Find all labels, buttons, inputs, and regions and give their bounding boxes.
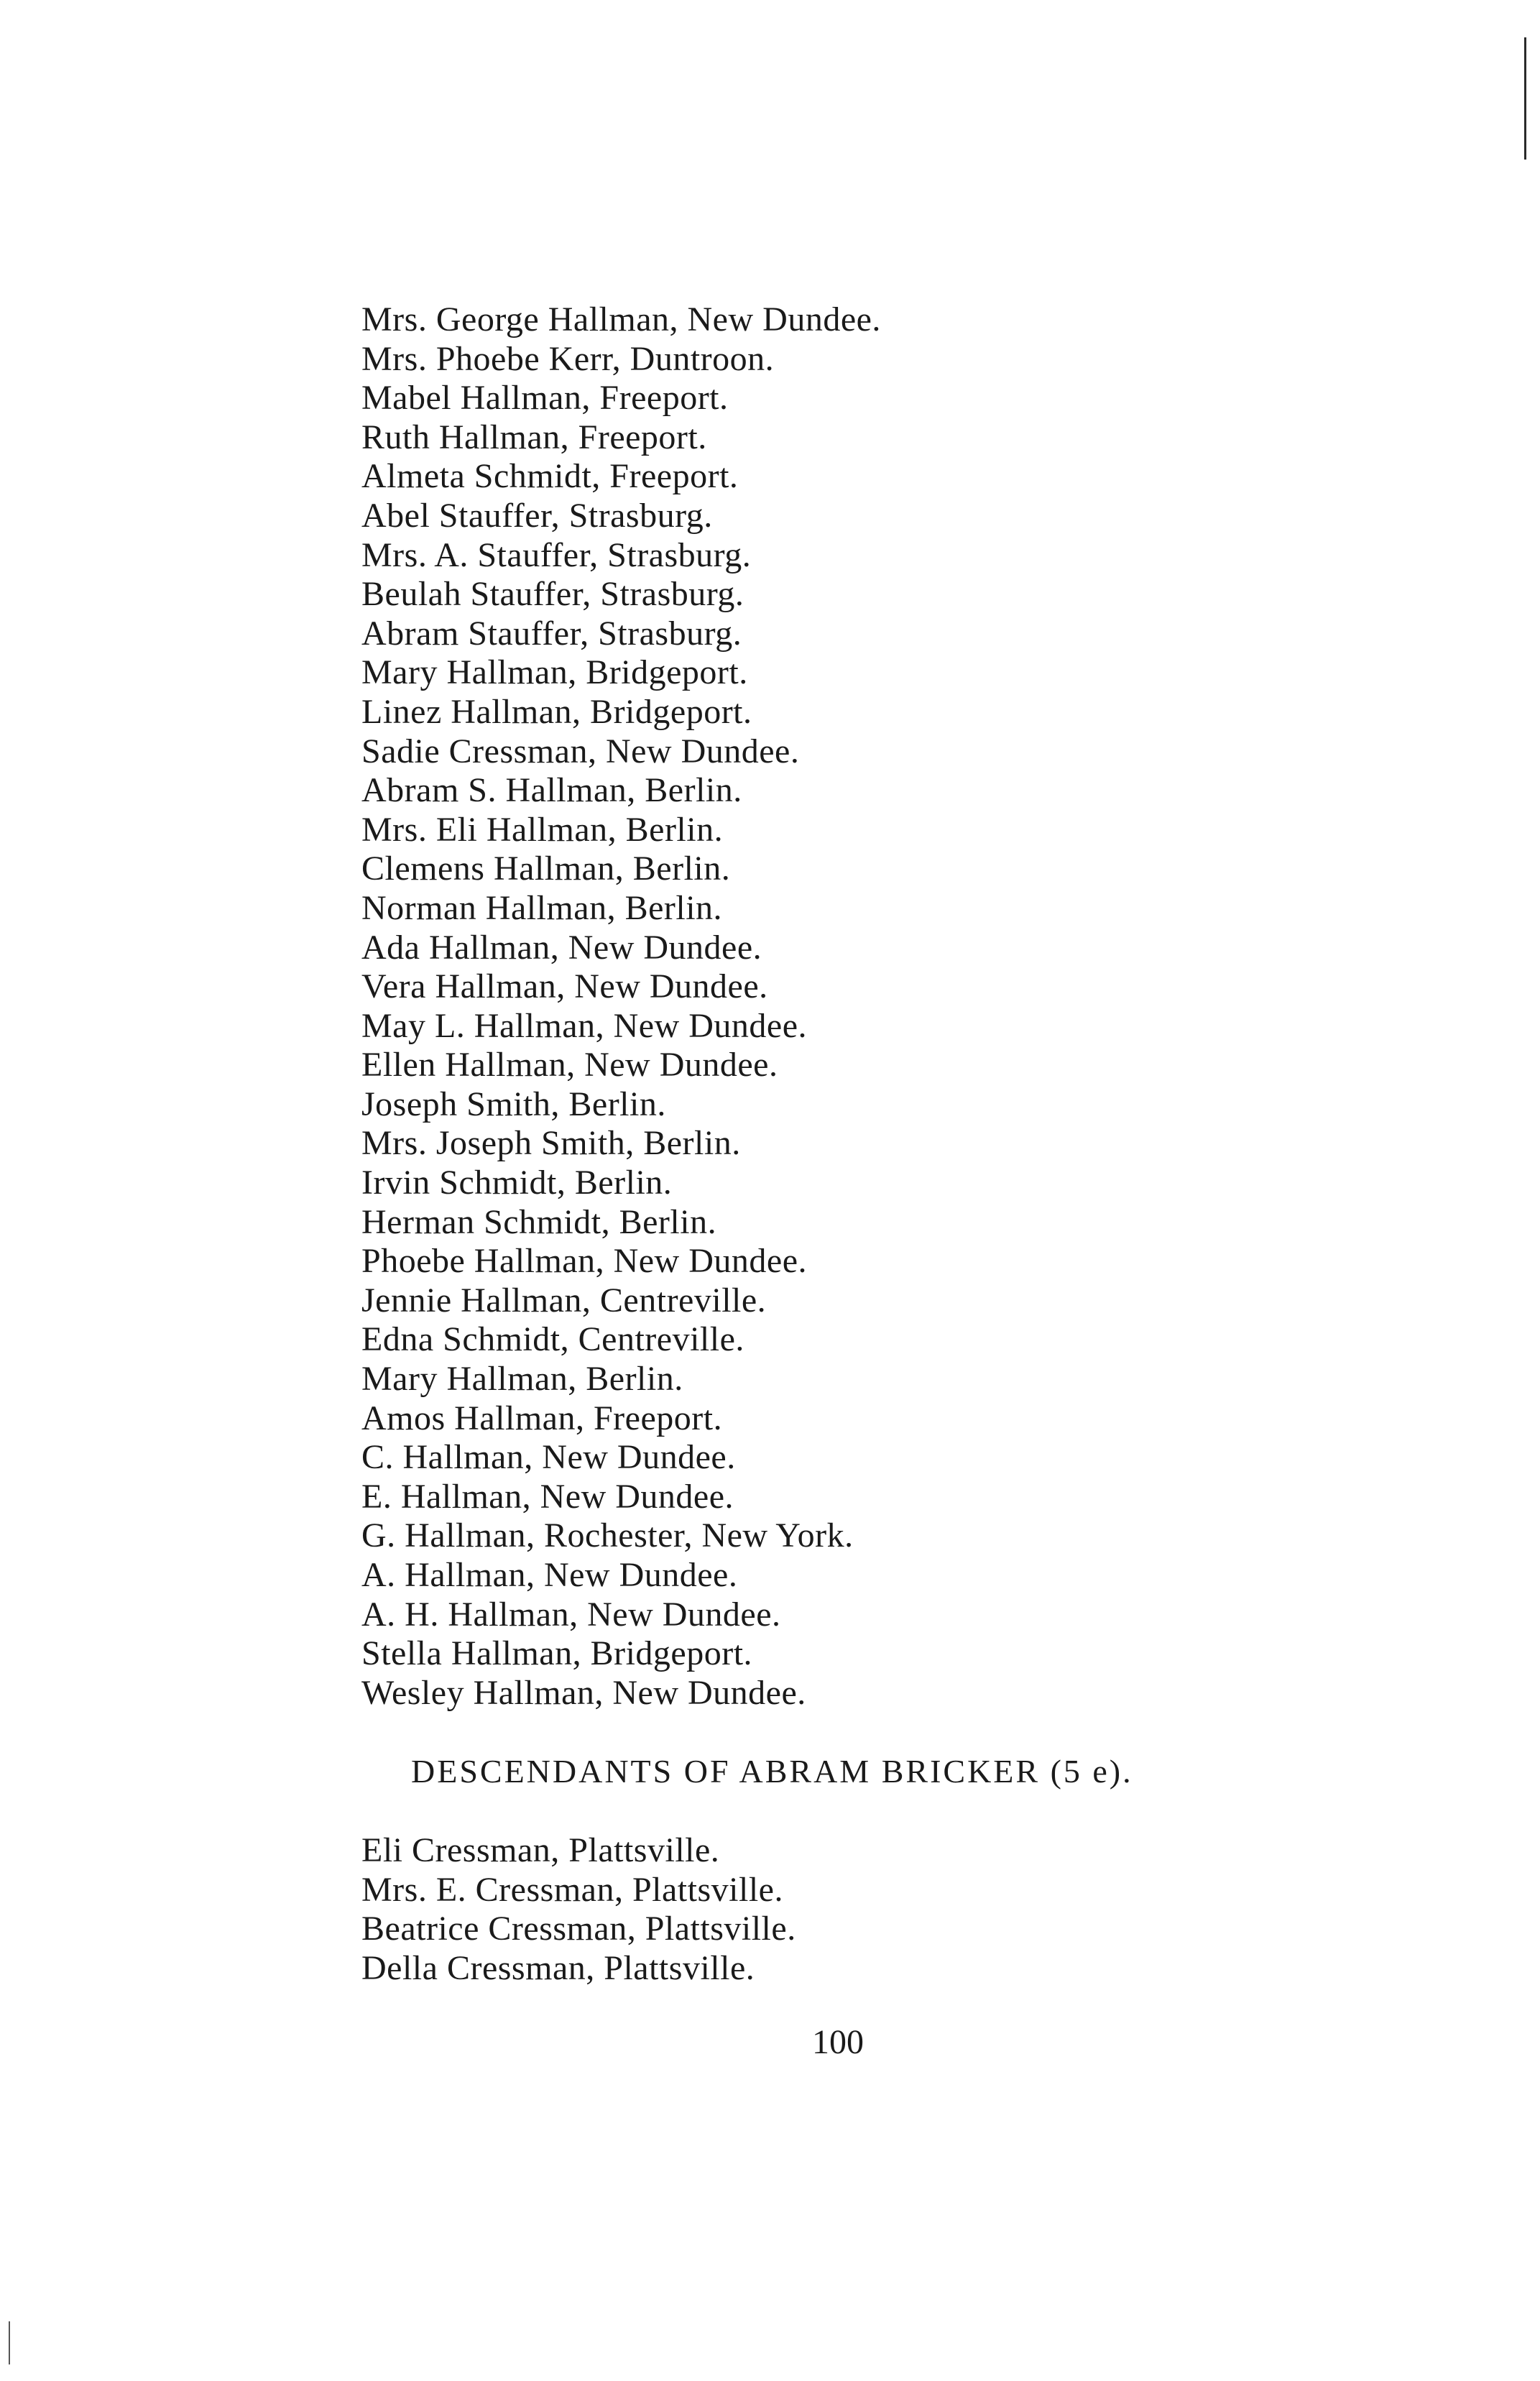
list-item: Vera Hallman, New Dundee. [361,967,768,1006]
list-item: Mrs. A. Stauffer, Strasburg. [361,535,752,574]
list-item: Mrs. George Hallman, New Dundee. [361,300,881,339]
list-item: Mabel Hallman, Freeport. [361,379,729,418]
list-item: Herman Schmidt, Berlin. [361,1202,717,1241]
list-item: Mrs. E. Cressman, Plattsville. [361,1870,783,1909]
list-item: Mrs. Eli Hallman, Berlin. [361,810,724,849]
list-item: Linez Hallman, Bridgeport. [361,692,752,731]
list-item: Ellen Hallman, New Dundee. [361,1046,778,1084]
list-item: C. Hallman, New Dundee. [361,1438,736,1477]
list-item: Eli Cressman, Plattsville. [361,1831,720,1869]
list-item: Mrs. Joseph Smith, Berlin. [361,1124,741,1163]
name-list [361,300,881,1713]
list-item: Norman Hallman, Berlin. [361,888,723,927]
list-item: Beatrice Cressman, Plattsville. [361,1910,796,1948]
list-item: Amos Hallman, Freeport. [361,1399,723,1437]
list-item: Mary Hallman, Berlin. [361,1360,683,1399]
list-item: Mrs. Phoebe Kerr, Duntroon. [361,339,775,378]
list-item: Mary Hallman, Bridgeport. [361,653,748,692]
scan-edge-mark [9,2321,10,2364]
list-item: Wesley Hallman, New Dundee. [361,1673,806,1712]
list-item: Abel Stauffer, Strasburg. [361,496,713,535]
list-item: May L. Hallman, New Dundee. [361,1006,807,1045]
list-item: Edna Schmidt, Centreville. [361,1320,744,1359]
section-heading: DESCENDANTS OF ABRAM BRICKER (5 e). [411,1753,1133,1790]
scan-edge-mark [1524,37,1526,160]
list-item: Sadie Cressman, New Dundee. [361,732,800,770]
list-item: G. Hallman, Rochester, New York. [361,1516,854,1555]
list-item: A. Hallman, New Dundee. [361,1556,738,1594]
list-item: Irvin Schmidt, Berlin. [361,1164,673,1202]
list-item: A. H. Hallman, New Dundee. [361,1595,781,1634]
list-item: Della Cressman, Plattsville. [361,1948,755,1987]
page-number: 100 [812,2023,864,2061]
list-item: Ruth Hallman, Freeport. [361,418,707,456]
list-item: Joseph Smith, Berlin. [361,1084,666,1123]
list-item: Abram S. Hallman, Berlin. [361,771,742,810]
descendants-list [361,1831,796,1988]
list-item: Almeta Schmidt, Freeport. [361,457,739,496]
list-item: Phoebe Hallman, New Dundee. [361,1242,807,1281]
list-item: E. Hallman, New Dundee. [361,1477,734,1516]
list-item: Abram Stauffer, Strasburg. [361,614,742,653]
list-item: Clemens Hallman, Berlin. [361,849,731,888]
list-item: Ada Hallman, New Dundee. [361,928,762,967]
list-item: Jennie Hallman, Centreville. [361,1281,767,1320]
list-item: Stella Hallman, Bridgeport. [361,1634,753,1673]
list-item: Beulah Stauffer, Strasburg. [361,575,744,614]
